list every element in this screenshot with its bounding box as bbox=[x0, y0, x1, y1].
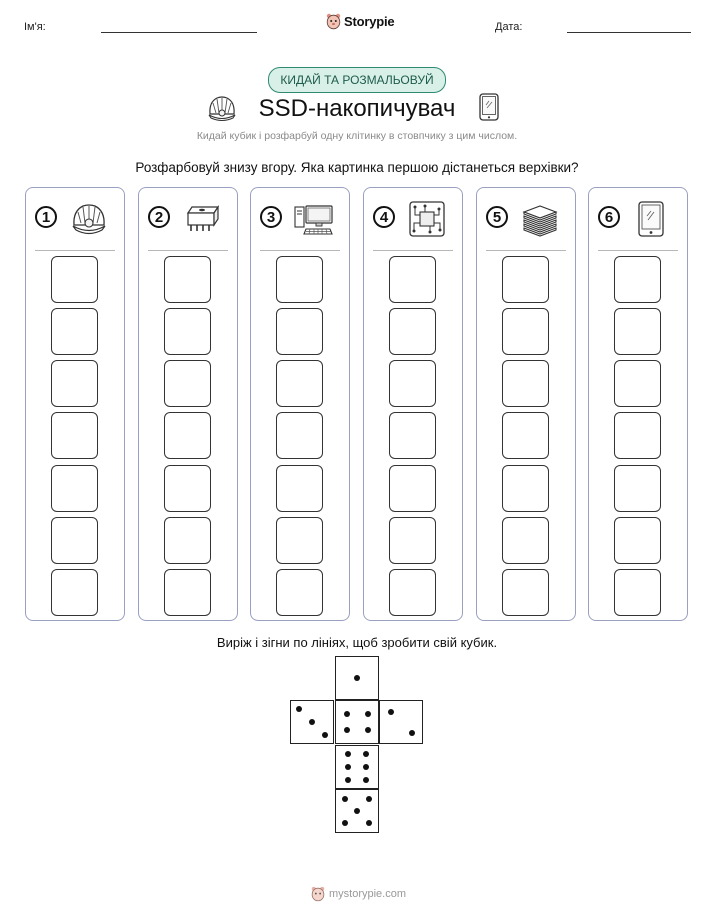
instruction-text: Розфарбовуй знизу вгору. Яка картинка першою дістанеться верхівки? bbox=[135, 160, 579, 175]
date-line bbox=[567, 32, 691, 33]
dice-pip bbox=[363, 764, 369, 770]
stacked-disks-icon bbox=[520, 201, 560, 237]
circuit-board-icon bbox=[407, 201, 447, 237]
column-number: 5 bbox=[486, 206, 508, 228]
coloring-cell[interactable] bbox=[51, 360, 98, 407]
column-header bbox=[139, 201, 237, 237]
coloring-cell[interactable] bbox=[502, 308, 549, 355]
coloring-cell[interactable] bbox=[51, 465, 98, 512]
tablet-icon bbox=[478, 93, 500, 121]
column-header bbox=[364, 201, 462, 237]
coloring-cell[interactable] bbox=[276, 569, 323, 616]
coloring-cell[interactable] bbox=[614, 308, 661, 355]
coloring-cell[interactable] bbox=[164, 256, 211, 303]
coloring-cell[interactable] bbox=[164, 412, 211, 459]
tablet-icon bbox=[632, 201, 672, 237]
column-5 bbox=[476, 187, 576, 621]
coloring-cell[interactable] bbox=[276, 256, 323, 303]
column-3 bbox=[250, 187, 350, 621]
dice-pip bbox=[366, 796, 372, 802]
activity-badge: КИДАЙ ТА РОЗМАЛЬОВУЙ bbox=[268, 67, 446, 93]
dice-pip bbox=[354, 808, 360, 814]
coloring-cell[interactable] bbox=[164, 465, 211, 512]
coloring-cell[interactable] bbox=[51, 569, 98, 616]
dice-face-1 bbox=[335, 656, 379, 700]
column-header bbox=[251, 201, 349, 237]
dice-pip bbox=[296, 706, 302, 712]
coloring-cell[interactable] bbox=[51, 308, 98, 355]
dice-pip bbox=[354, 675, 360, 681]
coloring-cell[interactable] bbox=[164, 308, 211, 355]
coloring-cell[interactable] bbox=[51, 256, 98, 303]
column-number: 6 bbox=[598, 206, 620, 228]
coloring-cell[interactable] bbox=[389, 569, 436, 616]
coloring-cell[interactable] bbox=[276, 465, 323, 512]
column-divider bbox=[35, 250, 115, 251]
name-line bbox=[101, 32, 257, 33]
column-2 bbox=[138, 187, 238, 621]
column-header bbox=[589, 201, 687, 237]
column-divider bbox=[373, 250, 453, 251]
brand-name: Storypie bbox=[344, 14, 395, 29]
dice-pip bbox=[345, 764, 351, 770]
dice-pip bbox=[344, 727, 350, 733]
column-divider bbox=[486, 250, 566, 251]
coloring-cell[interactable] bbox=[276, 517, 323, 564]
dice-pip bbox=[366, 820, 372, 826]
cut-instruction: Виріж і зігни по лініях, щоб зробити свій кубик. bbox=[216, 635, 498, 650]
coloring-cell[interactable] bbox=[614, 256, 661, 303]
dice-face-3 bbox=[290, 700, 334, 744]
column-1 bbox=[25, 187, 125, 621]
dice-pip bbox=[345, 751, 351, 757]
dice-pip bbox=[342, 820, 348, 826]
column-header bbox=[26, 201, 124, 237]
coloring-cell[interactable] bbox=[614, 360, 661, 407]
column-divider bbox=[260, 250, 340, 251]
coloring-cell[interactable] bbox=[51, 412, 98, 459]
dice-pip bbox=[365, 727, 371, 733]
column-6 bbox=[588, 187, 688, 621]
page-title: SSD-накопичувач bbox=[258, 95, 456, 122]
coloring-cell[interactable] bbox=[502, 360, 549, 407]
coloring-cell[interactable] bbox=[614, 517, 661, 564]
name-label: Ім'я: bbox=[24, 21, 46, 33]
coloring-cell[interactable] bbox=[389, 517, 436, 564]
coloring-cell[interactable] bbox=[164, 360, 211, 407]
coloring-cell[interactable] bbox=[614, 412, 661, 459]
dice-pip bbox=[388, 709, 394, 715]
dice-face-4 bbox=[335, 700, 379, 744]
desktop-computer-icon bbox=[294, 201, 334, 237]
column-4 bbox=[363, 187, 463, 621]
dice-pip bbox=[322, 732, 328, 738]
dice-pip bbox=[363, 777, 369, 783]
coloring-cell[interactable] bbox=[614, 569, 661, 616]
column-number: 4 bbox=[373, 206, 395, 228]
coloring-cell[interactable] bbox=[502, 517, 549, 564]
dice-pip bbox=[365, 711, 371, 717]
coloring-cell[interactable] bbox=[164, 569, 211, 616]
coloring-cell[interactable] bbox=[51, 517, 98, 564]
coloring-cell[interactable] bbox=[502, 569, 549, 616]
column-header bbox=[477, 201, 575, 237]
coloring-cell[interactable] bbox=[502, 256, 549, 303]
microchip-icon bbox=[182, 201, 222, 237]
dice-pip bbox=[345, 777, 351, 783]
dice-pip bbox=[409, 730, 415, 736]
dice-face-6 bbox=[335, 745, 379, 789]
dice-pip bbox=[344, 711, 350, 717]
column-number: 3 bbox=[260, 206, 282, 228]
coloring-cell[interactable] bbox=[276, 360, 323, 407]
dice-face-2 bbox=[379, 700, 423, 744]
coloring-cell[interactable] bbox=[614, 465, 661, 512]
coloring-cell[interactable] bbox=[389, 308, 436, 355]
pearl-shell-icon bbox=[69, 201, 109, 237]
column-number: 1 bbox=[35, 206, 57, 228]
footer bbox=[311, 886, 406, 902]
coloring-cell[interactable] bbox=[389, 360, 436, 407]
storypie-mascot-icon bbox=[326, 13, 341, 30]
coloring-cell[interactable] bbox=[389, 256, 436, 303]
coloring-cell[interactable] bbox=[389, 465, 436, 512]
coloring-cell[interactable] bbox=[502, 465, 549, 512]
coloring-cell[interactable] bbox=[276, 308, 323, 355]
coloring-cell[interactable] bbox=[502, 412, 549, 459]
coloring-cell[interactable] bbox=[276, 412, 323, 459]
dice-pip bbox=[363, 751, 369, 757]
column-divider bbox=[598, 250, 678, 251]
date-label: Дата: bbox=[495, 21, 523, 33]
subtitle: Кидай кубик і розфарбуй одну клітинку в стовпчику з цим числом. bbox=[196, 130, 518, 142]
coloring-cell[interactable] bbox=[389, 412, 436, 459]
dice-pip bbox=[342, 796, 348, 802]
column-divider bbox=[148, 250, 228, 251]
coloring-cell[interactable] bbox=[164, 517, 211, 564]
dice-pip bbox=[309, 719, 315, 725]
storypie-logo bbox=[326, 13, 394, 30]
storypie-mascot-icon bbox=[311, 886, 325, 902]
column-number: 2 bbox=[148, 206, 170, 228]
footer-url: mystorypie.com bbox=[329, 888, 407, 900]
dice-face-5 bbox=[335, 789, 379, 833]
